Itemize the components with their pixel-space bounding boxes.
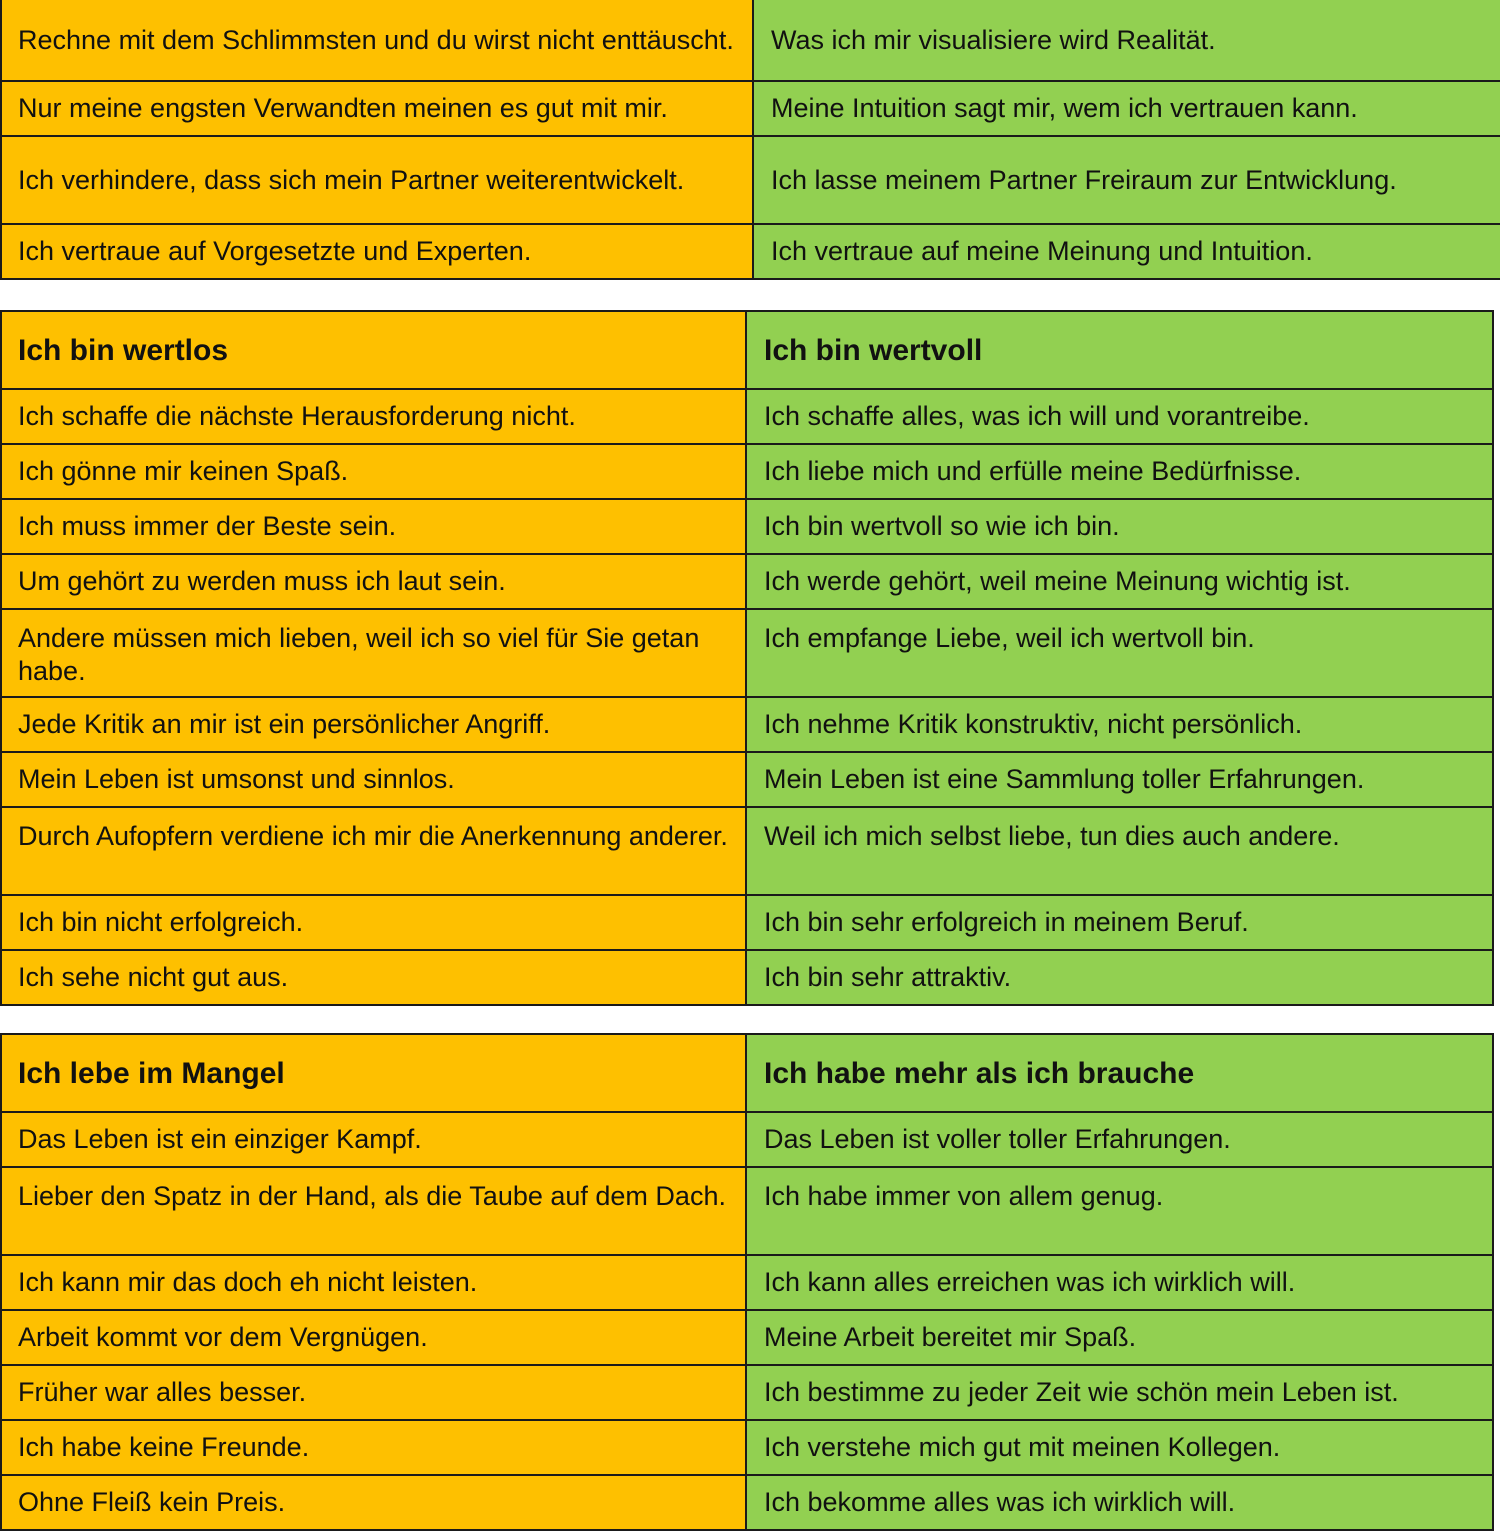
belief-table-2 bbox=[0, 310, 1494, 1006]
negative-belief-cell: Ich vertraue auf Vorgesetzte und Experten. bbox=[1, 224, 753, 279]
negative-belief-cell: Ich muss immer der Beste sein. bbox=[1, 499, 746, 554]
positive-belief-cell: Ich bestimme zu jeder Zeit wie schön mein Leben ist. bbox=[746, 1365, 1493, 1420]
positive-belief-cell: Ich nehme Kritik konstruktiv, nicht persönlich. bbox=[746, 697, 1493, 752]
table-header-row bbox=[1, 1034, 1493, 1112]
positive-belief-cell: Ich schaffe alles, was ich will und vorantreibe. bbox=[746, 389, 1493, 444]
negative-belief-cell: Ich gönne mir keinen Spaß. bbox=[1, 444, 746, 499]
positive-belief-cell: Mein Leben ist eine Sammlung toller Erfahrungen. bbox=[746, 752, 1493, 807]
table-row bbox=[1, 499, 1493, 554]
positive-belief-cell: Meine Arbeit bereitet mir Spaß. bbox=[746, 1310, 1493, 1365]
table-row bbox=[1, 1420, 1493, 1475]
positive-belief-cell: Ich lasse meinem Partner Freiraum zur Entwicklung. bbox=[753, 136, 1500, 224]
negative-belief-cell: Ich schaffe die nächste Herausforderung nicht. bbox=[1, 389, 746, 444]
positive-belief-cell: Ich kann alles erreichen was ich wirklich will. bbox=[746, 1255, 1493, 1310]
negative-belief-cell: Andere müssen mich lieben, weil ich so viel für Sie getan habe. bbox=[1, 609, 746, 697]
negative-belief-cell: Nur meine engsten Verwandten meinen es gut mit mir. bbox=[1, 81, 753, 136]
positive-belief-cell: Das Leben ist voller toller Erfahrungen. bbox=[746, 1112, 1493, 1167]
positive-belief-cell: Ich bin wertvoll so wie ich bin. bbox=[746, 499, 1493, 554]
negative-belief-cell: Lieber den Spatz in der Hand, als die Taube auf dem Dach. bbox=[1, 1167, 746, 1255]
negative-belief-cell: Ich habe keine Freunde. bbox=[1, 1420, 746, 1475]
negative-belief-cell: Ich sehe nicht gut aus. bbox=[1, 950, 746, 1005]
table-row bbox=[1, 224, 1500, 279]
positive-belief-cell: Meine Intuition sagt mir, wem ich vertrauen kann. bbox=[753, 81, 1500, 136]
positive-belief-cell: Ich bekomme alles was ich wirklich will. bbox=[746, 1475, 1493, 1530]
negative-belief-cell: Ich kann mir das doch eh nicht leisten. bbox=[1, 1255, 746, 1310]
negative-heading: Ich lebe im Mangel bbox=[1, 1034, 746, 1112]
positive-belief-cell: Ich empfange Liebe, weil ich wertvoll bin. bbox=[746, 609, 1493, 697]
table-row bbox=[1, 609, 1493, 697]
negative-belief-cell: Jede Kritik an mir ist ein persönlicher Angriff. bbox=[1, 697, 746, 752]
negative-belief-cell: Um gehört zu werden muss ich laut sein. bbox=[1, 554, 746, 609]
negative-belief-cell: Ohne Fleiß kein Preis. bbox=[1, 1475, 746, 1530]
table-row bbox=[1, 697, 1493, 752]
table-row bbox=[1, 136, 1500, 224]
table-row bbox=[1, 807, 1493, 895]
table-row bbox=[1, 1167, 1493, 1255]
negative-belief-cell: Rechne mit dem Schlimmsten und du wirst nicht enttäuscht. bbox=[1, 0, 753, 81]
negative-belief-cell: Arbeit kommt vor dem Vergnügen. bbox=[1, 1310, 746, 1365]
negative-belief-cell: Mein Leben ist umsonst und sinnlos. bbox=[1, 752, 746, 807]
negative-belief-cell: Früher war alles besser. bbox=[1, 1365, 746, 1420]
table-row bbox=[1, 895, 1493, 950]
table-row bbox=[1, 1365, 1493, 1420]
positive-belief-cell: Was ich mir visualisiere wird Realität. bbox=[753, 0, 1500, 81]
table-row bbox=[1, 752, 1493, 807]
table-row bbox=[1, 444, 1493, 499]
negative-belief-cell: Ich verhindere, dass sich mein Partner weiterentwickelt. bbox=[1, 136, 753, 224]
positive-belief-cell: Ich bin sehr erfolgreich in meinem Beruf. bbox=[746, 895, 1493, 950]
belief-table-3 bbox=[0, 1033, 1494, 1531]
table-row bbox=[1, 389, 1493, 444]
positive-heading: Ich bin wertvoll bbox=[746, 311, 1493, 389]
belief-table-1 bbox=[0, 0, 1500, 280]
positive-belief-cell: Ich liebe mich und erfülle meine Bedürfnisse. bbox=[746, 444, 1493, 499]
negative-belief-cell: Das Leben ist ein einziger Kampf. bbox=[1, 1112, 746, 1167]
table-row bbox=[1, 1255, 1493, 1310]
table-row bbox=[1, 1475, 1493, 1530]
positive-belief-cell: Ich werde gehört, weil meine Meinung wichtig ist. bbox=[746, 554, 1493, 609]
positive-belief-cell: Ich habe immer von allem genug. bbox=[746, 1167, 1493, 1255]
table-row bbox=[1, 554, 1493, 609]
table-header-row bbox=[1, 311, 1493, 389]
negative-belief-cell: Durch Aufopfern verdiene ich mir die Anerkennung anderer. bbox=[1, 807, 746, 895]
positive-heading: Ich habe mehr als ich brauche bbox=[746, 1034, 1493, 1112]
table-row bbox=[1, 950, 1493, 1005]
table-row bbox=[1, 1112, 1493, 1167]
positive-belief-cell: Ich verstehe mich gut mit meinen Kollegen. bbox=[746, 1420, 1493, 1475]
table-row bbox=[1, 1310, 1493, 1365]
positive-belief-cell: Ich bin sehr attraktiv. bbox=[746, 950, 1493, 1005]
negative-belief-cell: Ich bin nicht erfolgreich. bbox=[1, 895, 746, 950]
table-row bbox=[1, 0, 1500, 81]
positive-belief-cell: Weil ich mich selbst liebe, tun dies auch andere. bbox=[746, 807, 1493, 895]
table-row bbox=[1, 81, 1500, 136]
positive-belief-cell: Ich vertraue auf meine Meinung und Intuition. bbox=[753, 224, 1500, 279]
negative-heading: Ich bin wertlos bbox=[1, 311, 746, 389]
